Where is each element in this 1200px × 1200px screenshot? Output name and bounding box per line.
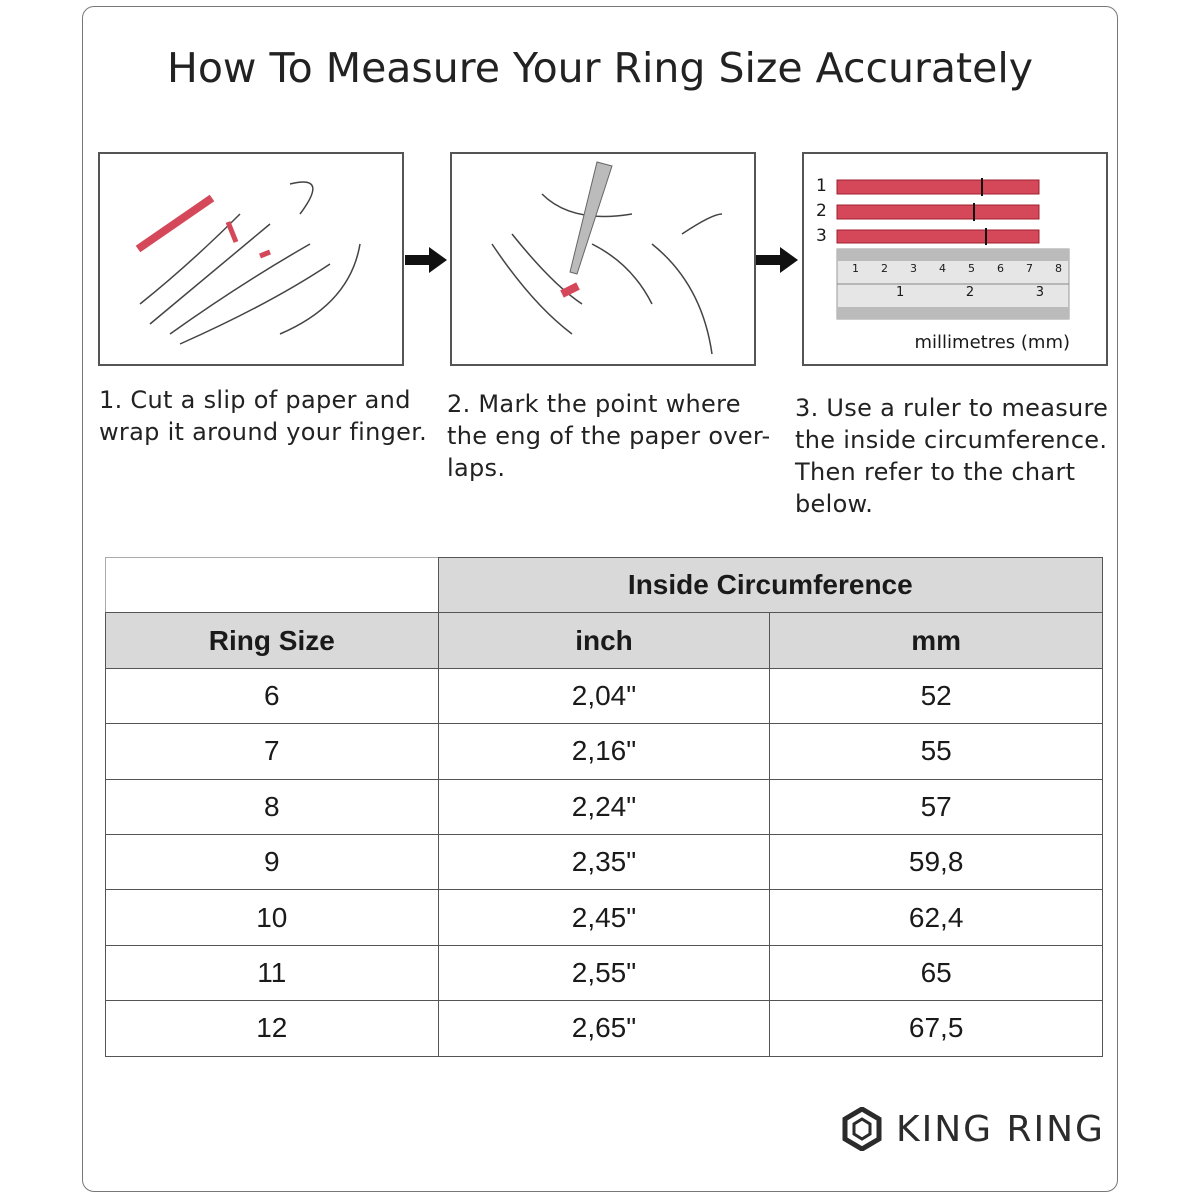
table-empty-cell	[106, 558, 439, 613]
inch-cell: 2,55"	[438, 945, 770, 1000]
ring-size-table	[105, 557, 1103, 1057]
column-header: inch	[438, 613, 770, 668]
table-header-row	[106, 613, 1103, 668]
inside-circumference-header: Inside Circumference	[438, 558, 1102, 613]
ring-size-cell: 12	[106, 1001, 439, 1056]
inch-cell: 2,35"	[438, 834, 770, 889]
table-group-header-row	[106, 558, 1103, 613]
ring-size-cell: 9	[106, 834, 439, 889]
arrow-right-icon	[405, 247, 447, 273]
inch-cell: 2,04"	[438, 668, 770, 723]
ring-size-cell: 10	[106, 890, 439, 945]
king-ring-logo-icon	[840, 1107, 884, 1151]
table-row	[106, 945, 1103, 1000]
mm-cell: 65	[770, 945, 1103, 1000]
step-2-text: 2. Mark the point where the eng of the paper over-laps.	[447, 390, 771, 482]
table-row	[106, 668, 1103, 723]
mm-cell: 59,8	[770, 834, 1103, 889]
inch-cell: 2,65"	[438, 1001, 770, 1056]
mm-cell: 52	[770, 668, 1103, 723]
inch-cell: 2,45"	[438, 890, 770, 945]
step-1-illustration	[98, 152, 404, 366]
step-2-illustration	[450, 152, 756, 366]
arrow-right-icon	[756, 247, 798, 273]
mm-cell: 57	[770, 779, 1103, 834]
table-row	[106, 779, 1103, 834]
ring-size-cell: 7	[106, 724, 439, 779]
brand-logo	[840, 1107, 1105, 1151]
ruler-caption: millimetres (mm)	[914, 332, 1070, 353]
step-1-text: 1. Cut a slip of paper and wrap it around your finger.	[99, 386, 428, 446]
hand-wrap-icon	[100, 154, 402, 364]
table-row	[106, 1001, 1103, 1056]
ring-size-cell: 8	[106, 779, 439, 834]
table-row	[106, 890, 1103, 945]
step-3-text: 3. Use a ruler to measure the inside circumference. Then refer to the chart below.	[795, 394, 1109, 518]
column-header: Ring Size	[106, 613, 439, 668]
mm-cell: 55	[770, 724, 1103, 779]
mm-cell: 62,4	[770, 890, 1103, 945]
step-3-illustration	[802, 152, 1108, 366]
brand-name: KING RING	[896, 1108, 1105, 1150]
ring-size-cell: 11	[106, 945, 439, 1000]
ring-size-cell: 6	[106, 668, 439, 723]
page-title: How To Measure Your Ring Size Accurately	[167, 44, 1033, 92]
column-header: mm	[770, 613, 1103, 668]
table-row	[106, 724, 1103, 779]
strip-labels: 1 2 3	[816, 176, 827, 246]
mm-cell: 67,5	[770, 1001, 1103, 1056]
inch-cell: 2,16"	[438, 724, 770, 779]
inch-cell: 2,24"	[438, 779, 770, 834]
table-row	[106, 834, 1103, 889]
inch-tick-labels: 1 2 3 4 5 6 7 8	[852, 262, 1062, 275]
hand-mark-icon	[452, 154, 754, 364]
cm-tick-labels: 1 2 3	[896, 285, 1044, 300]
